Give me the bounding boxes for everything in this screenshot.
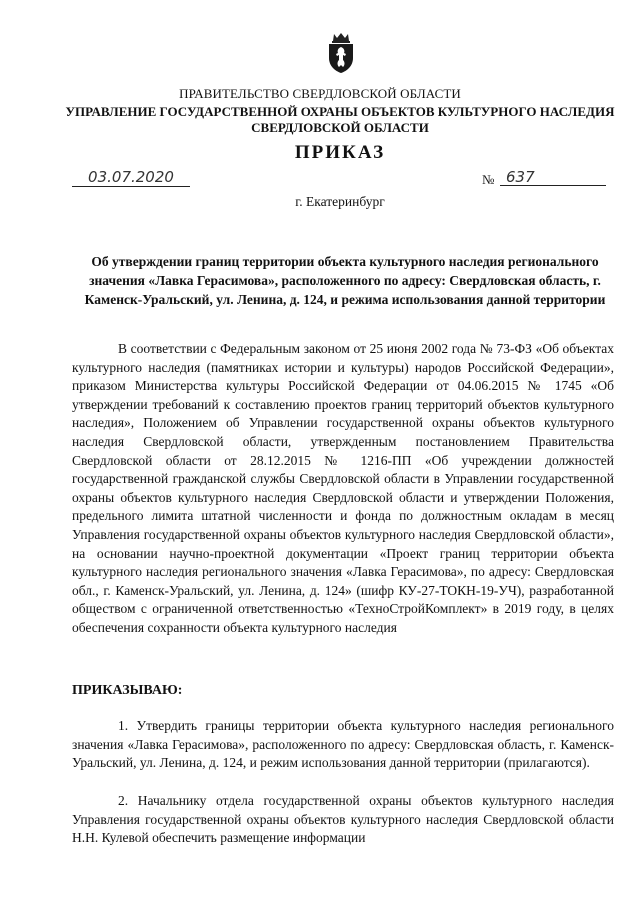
order-item-2: 2. Начальнику отдела государственной охраны объектов культурного наследия Управления государственной охраны объектов культурного наследия Свердловской области Н.Н. Кулевой обеспечить размещение информации — [72, 793, 614, 846]
document-type-title: ПРИКАЗ — [294, 142, 386, 163]
order-date: 03.07.2020 — [72, 168, 190, 187]
order-subject: Об утверждении границ территории объекта культурного наследия регионального значения «Лавка Герасимова», расположенного по адресу: Свердловская область, г. Каменск-Уральский, ул. Ленина, д. 124, и режима использования данной территории — [84, 254, 606, 307]
order-item-1: 1. Утвердить границы территории объекта культурного наследия регионального значения «Лавка Герасимова», расположенного по адресу: Свердловская область, г. Каменск-Уральский, ул. Ленина, д. 124, и режим использования данной территории (прилагаются). — [72, 718, 614, 771]
department-name: УПРАВЛЕНИЕ ГОСУДАРСТВЕННОЙ ОХРАНЫ ОБЪЕКТОВ КУЛЬТУРНОГО НАСЛЕДИЯ СВЕРДЛОВСКОЙ ОБЛАСТИ — [65, 104, 615, 135]
order-number-label: № — [482, 172, 495, 187]
government-name: ПРАВИТЕЛЬСТВО СВЕРДЛОВСКОЙ ОБЛАСТИ — [179, 86, 461, 101]
preamble-paragraph: В соответствии с Федеральным законом от 25 июня 2002 года № 73-ФЗ «Об объектах культурного наследия (памятниках истории и культуры) народов Российской Федерации», приказом Министерства культуры Российской Федерации от 04.06.2015 № 1745 «Об утверждении требований к составлению проектов границ территорий объектов культурного наследия», Положением об Управлении государственной охраны объектов культурного наследия Свердловской области, утвержденным постановлением Правительства Свердловской области от 28.12.2015 № 1216-ПП «Об учреждении должностей государственной гражданской службы Свердловской области в Управлении государственной охраны объектов культурного наследия Свердловской области и утверждении Положения, предельного лимита штатной численности и фонда по должностным окладам в месяц Управления государственной охраны объектов культурного наследия Свердловской области», на основании научно-проектной документации «Проект границ территории объекта культурного наследия регионального значения «Лавка Герасимова», по адресу: Свердловская обл., г. Каменск-Уральский, ул. Ленина, д. 124» (шифр КУ-27-ТОКН-19-УЧ), разработанной обществом с ограниченной ответственностью «ТехноСтройКомплект» в 2019 году, в целях обеспечения сохранности объекта культурного наследия — [72, 341, 614, 635]
order-number: 637 — [500, 168, 606, 186]
issuing-city: г. Екатеринбург — [295, 194, 385, 209]
order-heading: ПРИКАЗЫВАЮ: — [72, 683, 183, 698]
sverdlovsk-coat-of-arms-icon — [325, 30, 357, 74]
